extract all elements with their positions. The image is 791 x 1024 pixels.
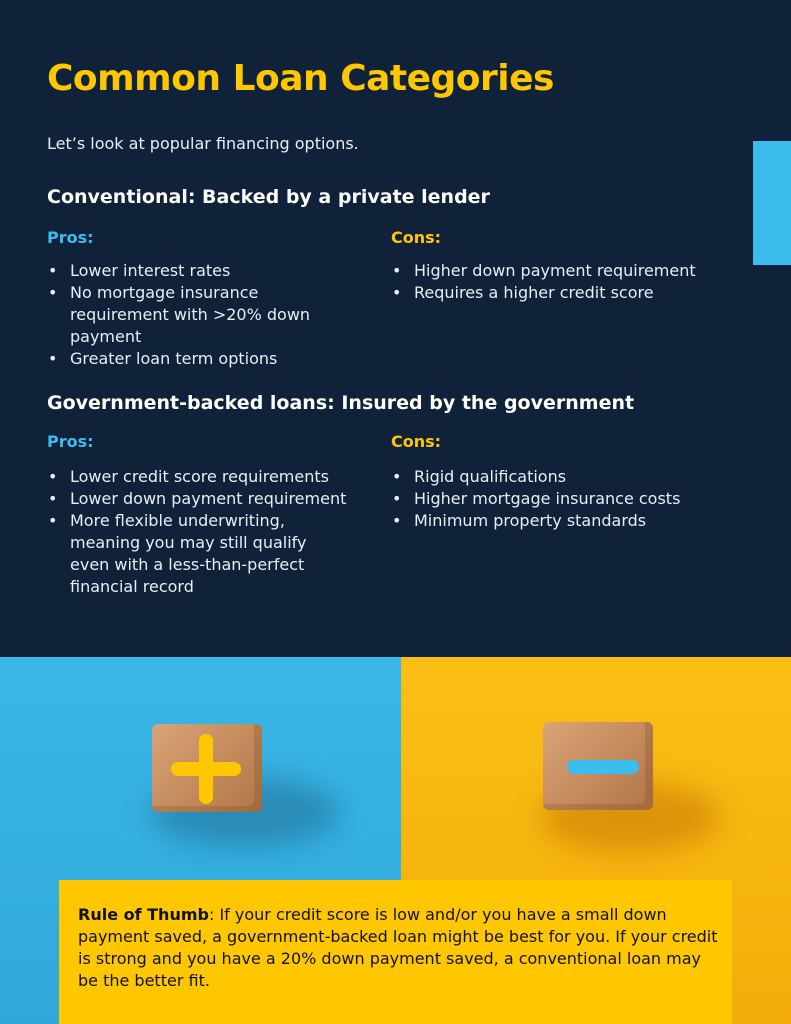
list-item: • Greater loan term options [47,348,347,370]
list-item: • Lower credit score requirements [47,466,347,488]
list-item: • Lower interest rates [47,260,347,282]
callout-body: : If your credit score is low and/or you have a small down payment saved, a government-backed loan might be best for you. If your credit is strong and you have a 20% down payment saved, a conventional loan may be the better fit. [78,905,718,990]
cons-list [391,466,751,532]
list-item: • Minimum property standards [391,510,751,532]
pros-label: Pros: [47,228,94,247]
wooden-block-plus [152,724,262,812]
wooden-block-minus [543,722,653,810]
pros-list [47,260,347,370]
list-item: • More flexible underwriting, meaning you may still qualify even with a less-than-perfect financial record [47,510,347,598]
callout-label: Rule of Thumb [78,905,209,924]
list-item: • Higher down payment requirement [391,260,751,282]
minus-icon [567,760,639,774]
cons-list [391,260,751,304]
rule-of-thumb-callout [59,880,732,1024]
section-title-conventional: Conventional: Backed by a private lender [47,186,490,208]
accent-bar [753,141,791,265]
list-item: • Rigid qualifications [391,466,751,488]
cons-label: Cons: [391,228,442,247]
section-title-government: Government-backed loans: Insured by the government [47,392,635,414]
list-item: • Lower down payment requirement [47,488,347,510]
list-item: • No mortgage insurance requirement with >20% down payment [47,282,347,348]
callout-text [78,904,718,992]
list-item: • Requires a higher credit score [391,282,751,304]
cons-label: Cons: [391,432,442,451]
list-item: • Higher mortgage insurance costs [391,488,751,510]
pros-label: Pros: [47,432,94,451]
intro-text: Let’s look at popular financing options. [47,134,359,153]
page-title: Common Loan Categories [47,58,554,99]
pros-list [47,466,347,598]
